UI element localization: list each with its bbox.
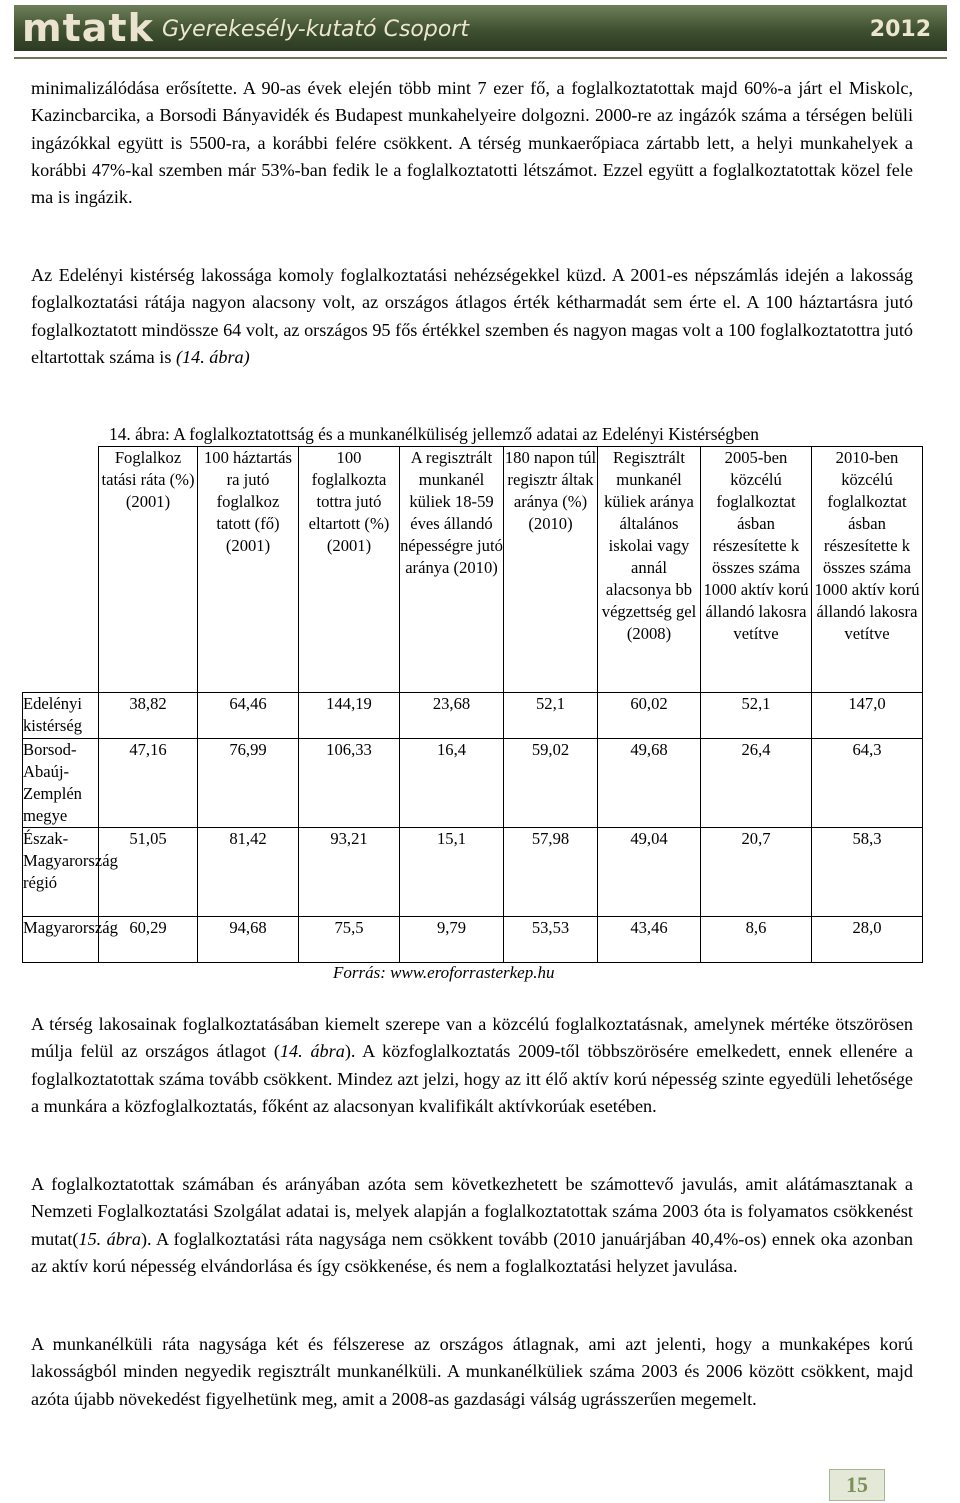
table-cell: 15,1 (400, 828, 504, 917)
page-number: 15 (829, 1469, 885, 1501)
paragraph-3-text-a: A térség lakosainak foglalkoztatásában kiemelt szerepe van a közcélú foglalkoztatásnak, amelynek mértéke ötszörösen múlja felül az országos átlagot ( (31, 1014, 913, 1062)
table-row (23, 917, 923, 963)
header-cell: Regisztrált munkanél küliek aránya általános iskolai vagy annál alacsonya bb végzettség gel (2008) (598, 447, 701, 693)
table-cell: 23,68 (400, 693, 504, 739)
table-cell: 8,6 (701, 917, 812, 963)
header-cell: 2005-ben közcélú foglalkoztat ásban részesítette k összes száma 1000 aktív korú állandó lakosra vetítve (701, 447, 812, 693)
table-cell: 57,98 (504, 828, 598, 917)
table-cell: 147,0 (812, 693, 923, 739)
table-cell: 64,46 (198, 693, 299, 739)
table-cell: 52,1 (504, 693, 598, 739)
table-cell: 26,4 (701, 739, 812, 828)
figure-reference: 14. ábra (279, 1041, 345, 1062)
table-source: Forrás: www.eroforrasterkep.hu (333, 963, 555, 982)
mtatk-logo: mtatk (22, 6, 154, 50)
header-cell: 180 napon túl regisztr áltak aránya (%) (2010) (504, 447, 598, 693)
table-cell: 60,29 (99, 917, 198, 963)
header-cell: A regisztrált munkanél küliek 18-59 éves állandó népességre jutó aránya (2010) (400, 447, 504, 693)
paragraph-2-text: Az Edelényi kistérség lakossága komoly foglalkoztatási nehézségekkel küzd. A 2001-es népszámlás idején a lakosság foglalkoztatási rátája nagyon alacsony volt, az országos átlagos érték kétharmadát sem érte el. A 100 háztartásra jutó foglalkoztatott mindössze 64 volt, az országos 95 fős értékkel szemben és nagyon magas volt a 100 foglalkoztatottra jutó eltartottak száma is (31, 265, 913, 367)
table-cell: 9,79 (400, 917, 504, 963)
table-row (23, 739, 923, 828)
header-cell: Foglalkoz tatási ráta (%) (2001) (99, 447, 198, 693)
paragraph-2 (31, 262, 913, 371)
table-cell: 64,3 (812, 739, 923, 828)
table-cell: 47,16 (99, 739, 198, 828)
paragraph-4-text-b: ). A foglalkoztatási ráta nagysága nem csökkent tovább (2010 januárjában 40,4%-os) ennek oka azonban az aktív korú népesség elvándorlása és így csökkenése, és nem a foglalkoztatási helyzet javulása. (31, 1228, 913, 1276)
table-row (23, 828, 923, 917)
row-label: Edelényi kistérség (23, 693, 99, 739)
table-cell: 106,33 (299, 739, 400, 828)
page-header-banner (14, 5, 947, 51)
header-subtitle: Gyerekesély-kutató Csoport (162, 17, 469, 42)
table-header-row (23, 447, 923, 693)
table-cell: 49,04 (598, 828, 701, 917)
table-cell: 16,4 (400, 739, 504, 828)
figure-reference: (14. ábra) (175, 346, 250, 367)
table-cell: 53,53 (504, 917, 598, 963)
header-corner (23, 447, 99, 693)
header-cell: 100 háztartás ra jutó foglalkoz tatott (fő) (2001) (198, 447, 299, 693)
paragraph-3-text-b: ). A közfoglalkoztatás 2009-től többszörösére emelkedett, ennek ellenére a foglalkoztatottak száma tovább csökkent. Mindez azt jelzi, hogy az itt élő aktív korú népesség szinte egyedüli lehetősége a munkára a közfoglalkoztatás, főként az alacsonyan kvalifikált aktívkorúak esetében. (31, 1041, 913, 1116)
table-cell: 20,7 (701, 828, 812, 917)
paragraph-4 (31, 1171, 913, 1280)
header-cell: 2010-ben közcélú foglalkoztat ásban részesítette k összes száma 1000 aktív korú állandó lakosra vetítve (812, 447, 923, 693)
paragraph-3 (31, 1011, 913, 1120)
table-cell: 59,02 (504, 739, 598, 828)
header-cell: 100 foglalkozta tottra jutó eltartott (%) (2001) (299, 447, 400, 693)
header-divider (14, 57, 947, 59)
table-caption: 14. ábra: A foglalkoztatottság és a munkanélküliség jellemző adatai az Edelényi Kistérségben (109, 424, 759, 444)
table-cell: 75,5 (299, 917, 400, 963)
table-cell: 94,68 (198, 917, 299, 963)
figure-reference: 15. ábra (78, 1228, 141, 1249)
table-cell: 60,02 (598, 693, 701, 739)
employment-table (22, 446, 923, 963)
header-year: 2012 (869, 17, 931, 42)
row-label: Magyarország (23, 917, 99, 963)
paragraph-5: A munkanélküli ráta nagysága két és félszerese az országos átlagnak, ami azt jelenti, hogy a munkaképes korú lakosságból minden negyedik regisztrált munkanélküli. A munkanélküliek száma 2003 és 2006 között csökkent, majd azóta újabb növekedést figyelhetünk meg, amit a 2008-as gazdasági válság ugrásszerűen megemelt. (31, 1334, 913, 1409)
table-cell: 43,46 (598, 917, 701, 963)
table-cell: 144,19 (299, 693, 400, 739)
table-cell: 93,21 (299, 828, 400, 917)
row-label: Észak-Magyarország régió (23, 828, 99, 917)
table-cell: 51,05 (99, 828, 198, 917)
table-cell: 52,1 (701, 693, 812, 739)
table-cell: 81,42 (198, 828, 299, 917)
table-cell: 76,99 (198, 739, 299, 828)
table-cell: 28,0 (812, 917, 923, 963)
paragraph-4-text-a: A foglalkoztatottak számában és arányában azóta sem következhetett be számottevő javulás, amit alátámasztanak a Nemzeti Foglalkoztatási Szolgálat adatai is, melyek alapján a foglalkoztatottak száma 2003 óta is folyamatos csökkenést mutat( (31, 1174, 913, 1249)
row-label: Borsod-Abaúj-Zemplén megye (23, 739, 99, 828)
table-cell: 49,68 (598, 739, 701, 828)
table-cell: 38,82 (99, 693, 198, 739)
paragraph-1: minimalizálódása erősítette. A 90-as évek elején több mint 7 ezer fő, a foglalkoztatottak majd 60%-a járt el Miskolc, Kazincbarcika, a Borsodi Bányavidék és Budapest munkahelyeire dolgozni. 2000-re az ingázók száma a térségen belüli ingázókkal együtt is 5500-ra, a korábbi felére csökkent. A térség munkaerőpiaca zártabb lett, a helyi munkahelyek a korábbi 47%-kal szemben már 53%-ban fedik le a foglalkoztatotti létszámot. Ezzel együtt a foglalkoztatottak közel fele ma is ingázik. (31, 78, 913, 208)
table-cell: 58,3 (812, 828, 923, 917)
table-row (23, 693, 923, 739)
